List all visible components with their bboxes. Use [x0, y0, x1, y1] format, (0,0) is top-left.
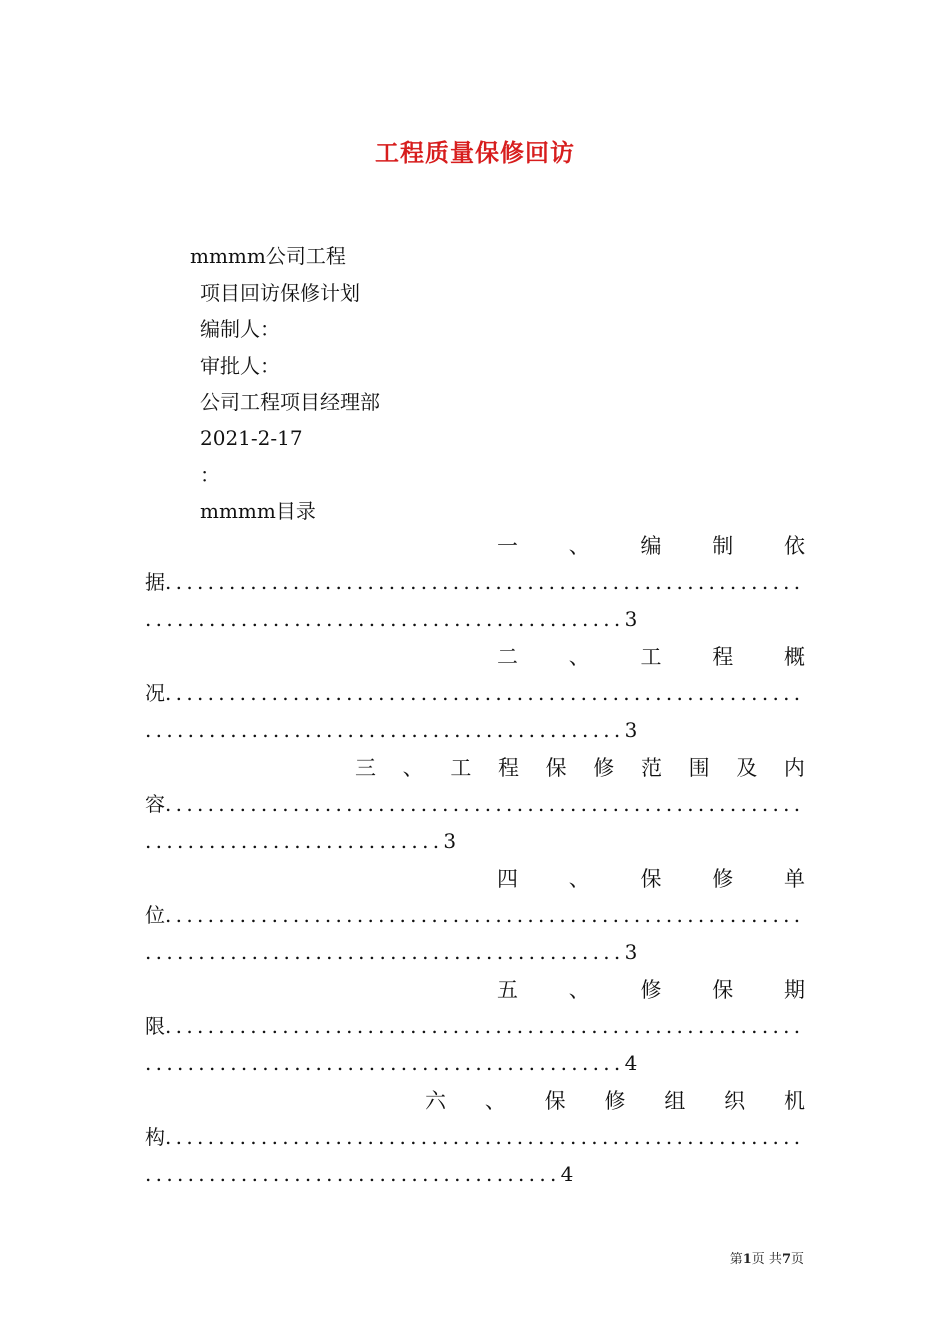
toc-entry-leader-line [145, 568, 805, 596]
toc-heading-tail: 据 [145, 570, 165, 594]
toc-entry-page-line [145, 716, 805, 744]
cover-line-approver: 审批人： [200, 354, 280, 378]
toc-heading-char: 范 [640, 756, 662, 780]
toc-page-number: 3 [443, 829, 457, 853]
toc-heading-char: 、 [568, 867, 590, 891]
toc-entry-heading [497, 642, 805, 670]
toc-heading-char: 程 [712, 645, 734, 669]
toc-heading-char: 保 [712, 978, 734, 1002]
toc-page-number: 3 [624, 940, 638, 964]
toc-heading-tail: 位 [145, 903, 165, 927]
toc-leader-dots: ............................................................ [165, 570, 805, 594]
toc-heading-char: 修 [712, 867, 734, 891]
toc-heading-char: 围 [688, 756, 710, 780]
toc-heading-char: 工 [450, 756, 472, 780]
toc-heading-char: 制 [712, 534, 734, 558]
cover-line-author: 编制人： [200, 317, 280, 341]
toc-heading-char: 、 [402, 756, 424, 780]
toc-page-number: 3 [624, 718, 638, 742]
footer-prefix: 第 [729, 1252, 743, 1267]
toc-heading-char: 机 [783, 1089, 805, 1113]
toc-heading-char: 内 [783, 756, 805, 780]
toc-heading-char: 组 [664, 1089, 686, 1113]
cover-line-plan: 项目回访保修计划 [200, 281, 360, 305]
toc-heading: mmmm目录 [200, 499, 316, 523]
toc-heading-char: 、 [484, 1089, 506, 1113]
toc-entry-heading [497, 975, 805, 1003]
toc-leader-dots: ............................................. [145, 1051, 625, 1075]
toc-heading-char: 保 [545, 756, 567, 780]
toc-entry-leader-line [145, 679, 805, 707]
toc-leader-dots: ............................................................ [165, 792, 805, 816]
toc-heading-char: 织 [724, 1089, 746, 1113]
toc-leader-dots: ............................................................ [165, 1014, 805, 1038]
toc-heading-tail: 构 [145, 1125, 165, 1149]
toc-heading-char: 编 [640, 534, 662, 558]
toc-leader-dots: ............................ [145, 829, 444, 853]
toc-entry-page-line [145, 938, 805, 966]
toc-entry-heading [355, 753, 805, 781]
toc-leader-dots: ............................................................ [165, 903, 805, 927]
toc-page-number: 4 [560, 1162, 574, 1186]
toc-heading-char: 及 [736, 756, 758, 780]
toc-heading-char: 程 [497, 756, 519, 780]
toc-heading-char: 单 [784, 867, 805, 891]
toc-entry-page-line [145, 605, 805, 633]
toc-entry-page-line [145, 1049, 805, 1077]
toc-leader-dots: ............................................. [145, 718, 625, 742]
toc-heading-char: 工 [640, 645, 662, 669]
document-title: 工程质量保修回访 [375, 138, 575, 167]
toc-heading-char: 概 [784, 645, 805, 669]
toc-leader-dots: ............................................. [145, 607, 625, 631]
toc-heading-char: 修 [593, 756, 615, 780]
cover-line-company: mmmm公司工程 [190, 244, 346, 268]
toc-page-number: 4 [624, 1051, 638, 1075]
cover-line-colon: ： [200, 463, 220, 487]
toc-leader-dots: ............................................. [145, 940, 625, 964]
toc-entry-leader-line [145, 1123, 805, 1151]
toc-heading-tail: 况 [145, 681, 165, 705]
toc-entry-page-line [145, 1160, 805, 1188]
toc-heading-tail: 限 [145, 1014, 165, 1038]
toc-entry-leader-line [145, 901, 805, 929]
toc-entry-page-line [145, 827, 805, 855]
footer-middle: 页 共 [751, 1252, 782, 1267]
toc-heading-char: 、 [568, 978, 590, 1002]
toc-leader-dots: ....................................... [145, 1162, 561, 1186]
toc-heading-char: 修 [604, 1089, 626, 1113]
toc-heading-char: 依 [784, 534, 805, 558]
toc-heading-char: 一 [497, 534, 518, 558]
toc-heading-char: 三 [355, 756, 376, 780]
toc-heading-char: 保 [544, 1089, 566, 1113]
toc-heading-tail: 容 [145, 792, 165, 816]
toc-entry-leader-line [145, 790, 805, 818]
toc-leader-dots: ............................................................ [165, 681, 805, 705]
toc-entry-heading [425, 1086, 805, 1114]
toc-entry-leader-line [145, 1012, 805, 1040]
footer-total-pages: 7 [781, 1252, 791, 1267]
footer-suffix: 页 [790, 1252, 804, 1267]
footer-current-page: 1 [742, 1252, 752, 1267]
toc-heading-char: 保 [640, 867, 662, 891]
toc-entry-heading [497, 864, 805, 892]
toc-heading-char: 四 [497, 867, 518, 891]
toc-heading-char: 五 [497, 978, 518, 1002]
toc-entry-heading [497, 531, 805, 559]
cover-line-date: 2021-2-17 [200, 426, 303, 450]
toc-page-number: 3 [624, 607, 638, 631]
toc-heading-char: 六 [425, 1089, 446, 1113]
cover-line-department: 公司工程项目经理部 [200, 390, 380, 414]
toc-heading-char: 、 [568, 645, 590, 669]
toc-leader-dots: ............................................................ [165, 1125, 805, 1149]
toc-heading-char: 期 [784, 978, 805, 1002]
toc-heading-char: 修 [640, 978, 662, 1002]
toc-heading-char: 二 [497, 645, 518, 669]
page-footer [730, 1248, 804, 1267]
toc-heading-char: 、 [568, 534, 590, 558]
